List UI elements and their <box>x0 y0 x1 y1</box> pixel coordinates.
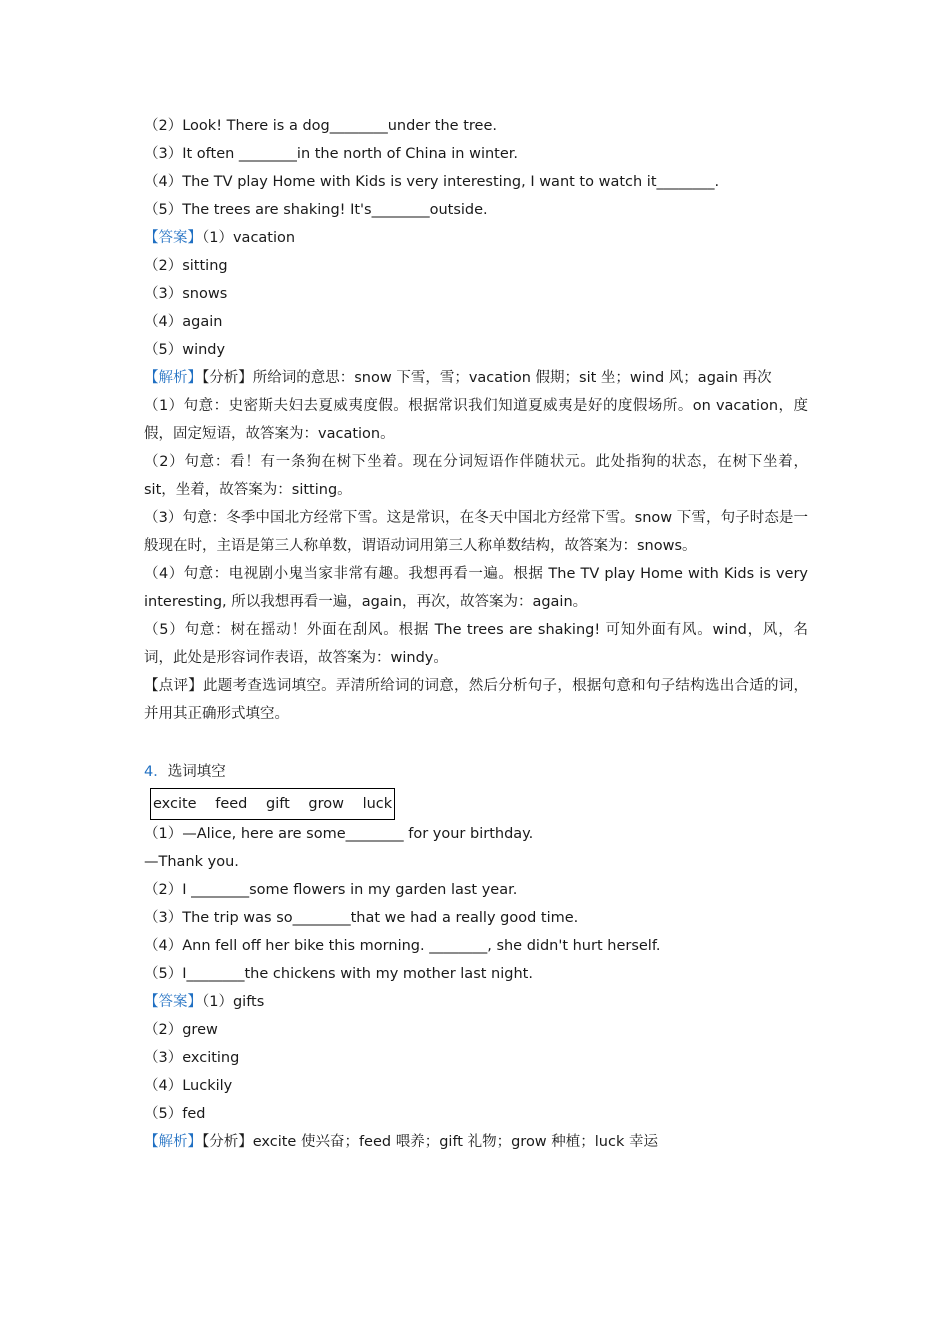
answer-item: （2）sitting <box>144 258 228 274</box>
answer-label: 【答案】 <box>144 994 202 1010</box>
analysis-text: 【分析】excite 使兴奋；feed 喂养；gift 礼物；grow 种植；luck 幸运 <box>202 1134 658 1150</box>
word-bank-word: feed <box>215 796 248 812</box>
answer-item: （1）gifts <box>202 994 265 1010</box>
comment-paragraph: 【点评】此题考查选词填空。弄清所给词的词意，然后分析句子，根据句意和句子结构选出合适的词，并用其正确形式填空。 <box>144 678 808 722</box>
question-number: 4． <box>144 764 168 780</box>
word-bank <box>150 788 395 820</box>
analysis-text: 【分析】所给词的意思：snow 下雪，雪；vacation 假期；sit 坐；wind 风；again 再次 <box>202 370 772 386</box>
explanation-paragraph: （3）句意：冬季中国北方经常下雪。这是常识，在冬天中国北方经常下雪。snow 下雪，句子时态是一般现在时，主语是第三人称单数，谓语动词用第三人称单数结构，故答案为：snows。 <box>144 510 808 554</box>
explanation-paragraph: （1）句意：史密斯夫妇去夏威夷度假。根据常识我们知道夏威夷是好的度假场所。on vacation，度假，固定短语，故答案为：vacation。 <box>144 398 808 442</box>
word-bank-row <box>144 786 808 820</box>
word-bank-word: grow <box>308 796 344 812</box>
question-item: （4）Ann fell off her bike this morning. ________, she didn't hurt herself. <box>144 938 661 954</box>
answer-line <box>144 988 808 1016</box>
answer-line <box>144 224 808 252</box>
explanation-paragraph: （2）句意：看！有一条狗在树下坐着。现在分词短语作伴随状元。此处指狗的状态，在树下坐着，sit，坐着，故答案为：sitting。 <box>144 454 808 498</box>
explanation-paragraph: （4）句意：电视剧小鬼当家非常有趣。我想再看一遍。根据 The TV play Home with Kids is very interesting, 所以我想再看一遍，again，再次，故答案为：again。 <box>144 566 808 610</box>
question-item: （3）It often ________in the north of China in winter. <box>144 146 519 162</box>
word-bank-word: excite <box>153 796 197 812</box>
explanation-paragraph: （5）句意：树在摇动！外面在刮风。根据 The trees are shaking! 可知外面有风。wind，风，名词，此处是形容词作表语，故答案为：windy。 <box>144 622 808 666</box>
document-page <box>144 112 808 1156</box>
question-item: （5）The trees are shaking! It's________outside. <box>144 202 488 218</box>
question-item: （5）I________the chickens with my mother last night. <box>144 966 533 982</box>
answer-item: （4）again <box>144 314 223 330</box>
analysis-paragraph <box>144 364 808 392</box>
analysis-paragraph <box>144 1128 808 1156</box>
analysis-label: 【解析】 <box>144 370 202 386</box>
word-bank-word: luck <box>362 796 393 812</box>
word-bank-word: gift <box>265 796 290 812</box>
question-item: （3）The trip was so________that we had a really good time. <box>144 910 579 926</box>
question-title: 选词填空 <box>167 764 226 780</box>
question-item: （2）Look! There is a dog________under the tree. <box>144 118 497 134</box>
section-gap <box>144 728 808 754</box>
question-item: —Thank you. <box>144 854 239 870</box>
answer-item: （4）Luckily <box>144 1078 233 1094</box>
answer-label: 【答案】 <box>144 230 202 246</box>
answer-item: （5）windy <box>144 342 226 358</box>
answer-item: （1）vacation <box>202 230 296 246</box>
analysis-label: 【解析】 <box>144 1134 202 1150</box>
answer-item: （2）grew <box>144 1022 218 1038</box>
question-item: （2）I ________some flowers in my garden last year. <box>144 882 518 898</box>
question-item: （1）—Alice, here are some________ for your birthday. <box>144 826 534 842</box>
question-item: （4）The TV play Home with Kids is very interesting, I want to watch it________. <box>144 174 720 190</box>
answer-item: （3）exciting <box>144 1050 240 1066</box>
answer-item: （5）fed <box>144 1106 206 1122</box>
question-heading <box>144 758 808 786</box>
answer-item: （3）snows <box>144 286 228 302</box>
